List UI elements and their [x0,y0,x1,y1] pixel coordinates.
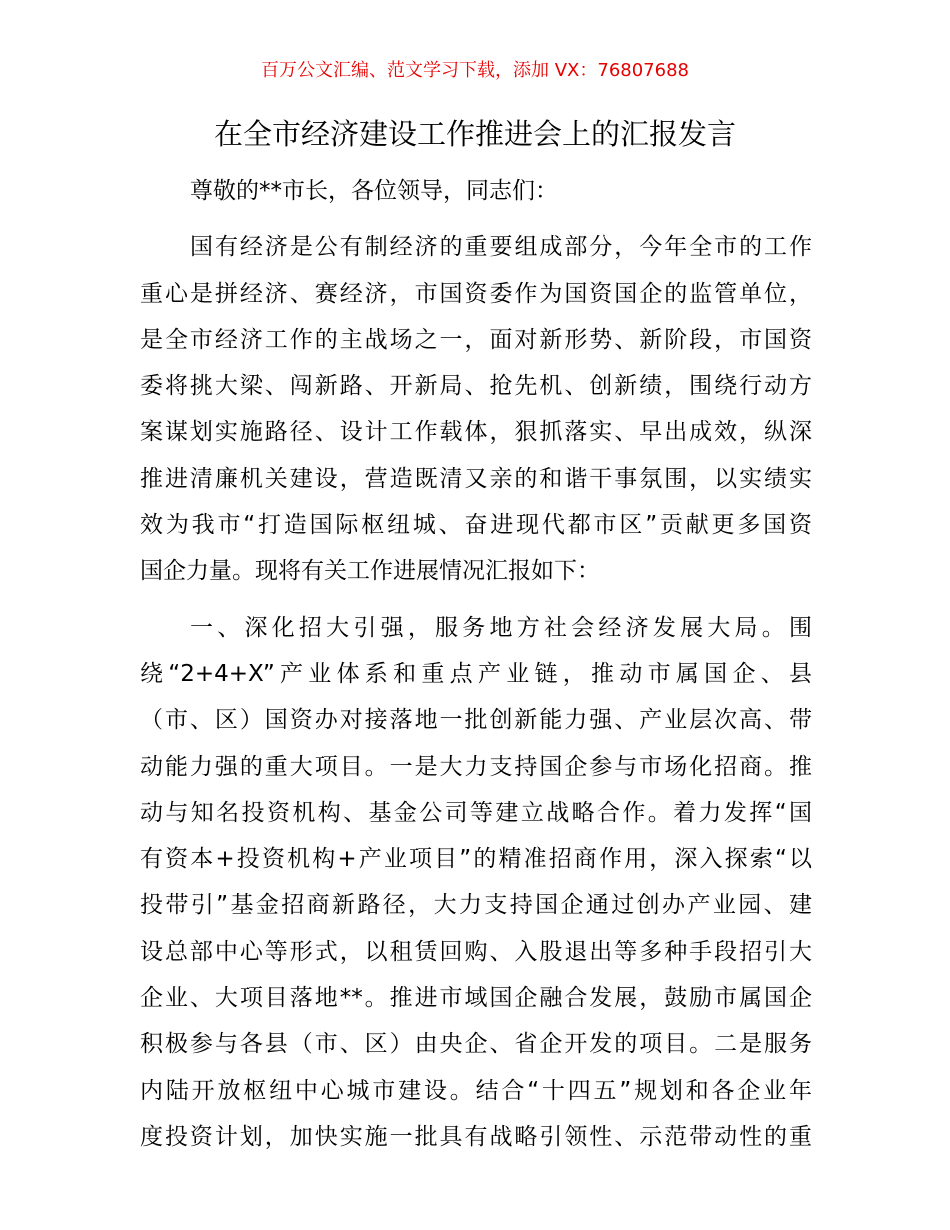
paragraph-2 [140,605,812,1161]
paragraph-line: 国有经济是公有制经济的重要组成部分，今年全市的工作 [190,234,812,261]
paragraph-1 [140,224,812,594]
paragraph-line: 有资本+投资机构+产业项目”的精准招商作用，深入探索“以 [140,846,812,873]
paragraph-line: 动能力强的重大项目。一是大力支持国企参与市场化招商。推 [140,753,812,780]
salutation: 尊敬的**市长，各位领导，同志们： [190,178,558,204]
document-body [140,168,812,1160]
paragraph-line: 推进清廉机关建设，营造既清又亲的和谐干事氛围，以实绩实 [140,465,812,492]
paragraph-line: 积极参与各县（市、区）由央企、省企开发的项目。二是服务 [140,1031,812,1058]
paragraph-line: 国企力量。现将有关工作进展情况汇报如下： [140,558,600,585]
paragraph-line: 是全市经济工作的主战场之一，面对新形势、新阶段，市国资 [140,326,812,353]
paragraph-line: 企业、大项目落地**。推进市域国企融合发展，鼓励市属国企 [140,985,812,1012]
paragraph-gap [140,595,812,605]
paragraph-line: 度投资计划，加快实施一批具有战略引领性、示范带动性的重 [140,1123,812,1150]
paragraph-line: 案谋划实施路径、设计工作载体，狠抓落实、早出成效，纵深 [140,419,812,446]
paragraph-line: 绕“2+4+X”产业体系和重点产业链，推动市属国企、县 [140,660,812,687]
paragraph-line: （市、区）国资办对接落地一批创新能力强、产业层次高、带 [140,707,812,734]
paragraph-line: 重心是拼经济、赛经济，市国资委作为国资国企的监管单位， [140,280,812,307]
paragraph-line: 一、深化招大引强，服务地方社会经济发展大局。围 [190,614,812,641]
paragraph-line: 内陆开放枢纽中心城市建设。结合“十四五”规划和各企业年 [140,1077,812,1104]
watermark-banner: 百万公文汇编、范文学习下载，添加 VX：76807688 [261,60,689,81]
paragraph-line: 动与知名投资机构、基金公司等建立战略合作。着力发挥“国 [140,799,812,826]
paragraph-gap [140,214,812,224]
paragraph-line: 委将挑大梁、闯新路、开新局、抢先机、创新绩，围绕行动方 [140,373,812,400]
paragraph-line: 效为我市“打造国际枢纽城、奋进现代都市区”贡献更多国资 [140,512,812,539]
paragraph-line: 投带引”基金招商新路径，大力支持国企通过创办产业园、建 [140,892,812,919]
paragraph-line: 设总部中心等形式，以租赁回购、入股退出等多种手段招引大 [140,938,812,965]
document-title: 在全市经济建设工作推进会上的汇报发言 [213,117,736,151]
